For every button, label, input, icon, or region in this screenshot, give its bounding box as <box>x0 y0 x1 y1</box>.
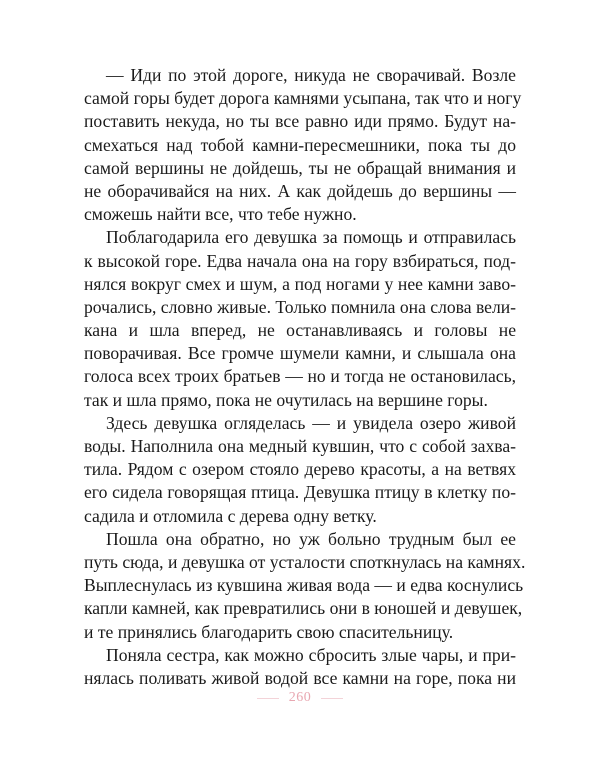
paragraph-1-line-5: самой вершины не дойдешь, ты не обращай внимания и <box>84 157 516 178</box>
paragraph-5-line-2: нялась поливать живой водой все камни на горе, пока ни <box>84 667 516 688</box>
paragraph-2-line-8: так и шла прямо, пока не очутилась на вершине горы. <box>84 389 488 410</box>
paragraph-2-line-2: к высокой горе. Едва начала она на гору взбираться, под- <box>84 250 516 271</box>
paragraph-1-line-7: сможешь найти все, что тебе нужно. <box>84 204 357 225</box>
footer-rule-right <box>321 698 343 699</box>
paragraph-1-line-2: самой горы будет дорога камнями усыпана, так что и ногу <box>84 88 522 109</box>
paragraph-3-line-1: Здесь девушка огляделась — и увидела озеро живой <box>106 412 516 433</box>
footer-rule-left <box>257 698 279 699</box>
paragraph-3-line-2: воды. Наполнила она медный кувшин, что с собой захва- <box>84 436 516 456</box>
paragraph-1-line-6: не оборачивайся на них. А как дойдешь до вершины — <box>84 180 516 201</box>
paragraph-2-line-5: кана и шла вперед, не останавливаясь и головы не <box>84 320 516 341</box>
paragraph-2-line-1: Поблагодарила его девушка за помощь и отправилась <box>106 227 516 248</box>
paragraph-4-line-3: Выплеснулась из кувшина живая вода — и едва коснулись <box>84 575 524 596</box>
paragraph-3-line-4: его сидела говорящая птица. Девушка птицу в клетку по- <box>84 482 516 503</box>
paragraph-3-line-5: садила и отломила с дерева одну ветку. <box>84 505 377 526</box>
paragraph-4-line-5: и те принялись благодарить свою спасительницу. <box>84 621 454 642</box>
paragraph-2-line-7: голоса всех троих братьев — но и тогда не остановилась, <box>84 366 516 387</box>
paragraph-2-line-3: нялся вокруг смех и шум, а под ногами у нее камни заво- <box>84 273 516 294</box>
page-number: 260 <box>288 690 312 705</box>
paragraph-1-line-4: смехаться над тобой камни-пересмешники, пока ты до <box>84 134 516 155</box>
page-footer <box>0 690 600 706</box>
paragraph-5-line-1: Поняла сестра, как можно сбросить злые чары, и при- <box>106 644 516 665</box>
page-body <box>84 64 526 690</box>
paragraph-1-line-1: — Иди по этой дороге, никуда не сворачивай. Возле <box>106 65 516 85</box>
paragraph-4-line-4: капли камней, как превратились они в юношей и девушек, <box>84 598 523 619</box>
paragraph-2-line-6: поворачивая. Все громче шумели камни, и слышала она <box>84 343 516 364</box>
paragraph-1-line-3: поставить некуда, но ты все равно иди прямо. Будут на- <box>84 111 516 132</box>
paragraph-2-line-4: рочались, словно живые. Только помнила она слова вели- <box>84 296 517 317</box>
paragraph-4-line-2: путь сюда, и девушка от усталости споткнулась на камнях. <box>84 551 526 572</box>
paragraph-4-line-1: Пошла она обратно, но уж больно трудным был ее <box>106 528 516 549</box>
paragraph-3-line-3: тила. Рядом с озером стояло дерево красоты, а на ветвях <box>84 459 516 480</box>
